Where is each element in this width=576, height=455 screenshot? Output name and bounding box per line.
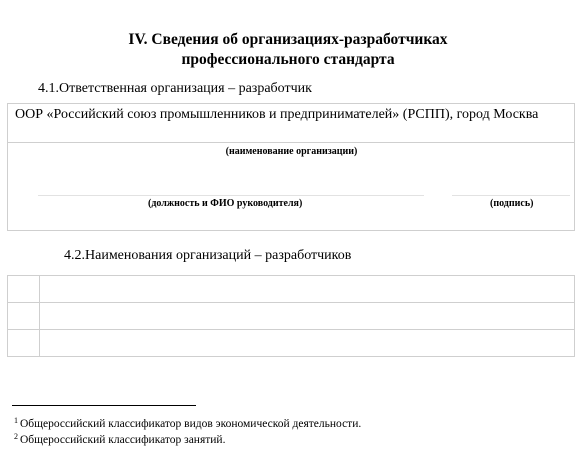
developers-heading: 4.2.Наименования организаций – разработчиков — [64, 248, 352, 263]
footnote-mark: 2 — [14, 432, 18, 441]
row-number-cell — [8, 330, 40, 357]
table-row — [8, 330, 575, 357]
box-divider — [8, 142, 574, 143]
developers-table — [7, 275, 575, 357]
footnote-1 — [14, 414, 361, 431]
row-name-cell — [40, 303, 575, 330]
position-caption: (должность и ФИО руководителя) — [148, 198, 303, 209]
row-number-cell — [8, 276, 40, 303]
footnote-2 — [14, 430, 225, 447]
row-number-cell — [8, 303, 40, 330]
organization-caption: (наименование организации) — [225, 146, 358, 157]
signature-line — [452, 195, 570, 196]
position-signature-line — [38, 195, 424, 196]
organization-name: ООР «Российский союз промышленников и предпринимателей» (РСПП), город Москва — [15, 107, 539, 122]
section-title — [0, 30, 576, 70]
row-name-cell — [40, 330, 575, 357]
footnote-mark: 1 — [14, 416, 18, 425]
section-title-line-1: IV. Сведения об организациях-разработчиках — [128, 31, 448, 48]
row-name-cell — [40, 276, 575, 303]
responsible-org-heading: 4.1.Ответственная организация – разработчик — [38, 81, 312, 96]
footnote-text: Общероссийский классификатор занятий. — [20, 434, 226, 446]
table-row — [8, 303, 575, 330]
table-row — [8, 276, 575, 303]
footnote-separator — [12, 405, 196, 406]
section-title-line-2: профессионального стандарта — [181, 51, 395, 68]
footnote-text: Общероссийский классификатор видов экономической деятельности. — [20, 418, 362, 430]
signature-caption: (подпись) — [490, 198, 534, 209]
